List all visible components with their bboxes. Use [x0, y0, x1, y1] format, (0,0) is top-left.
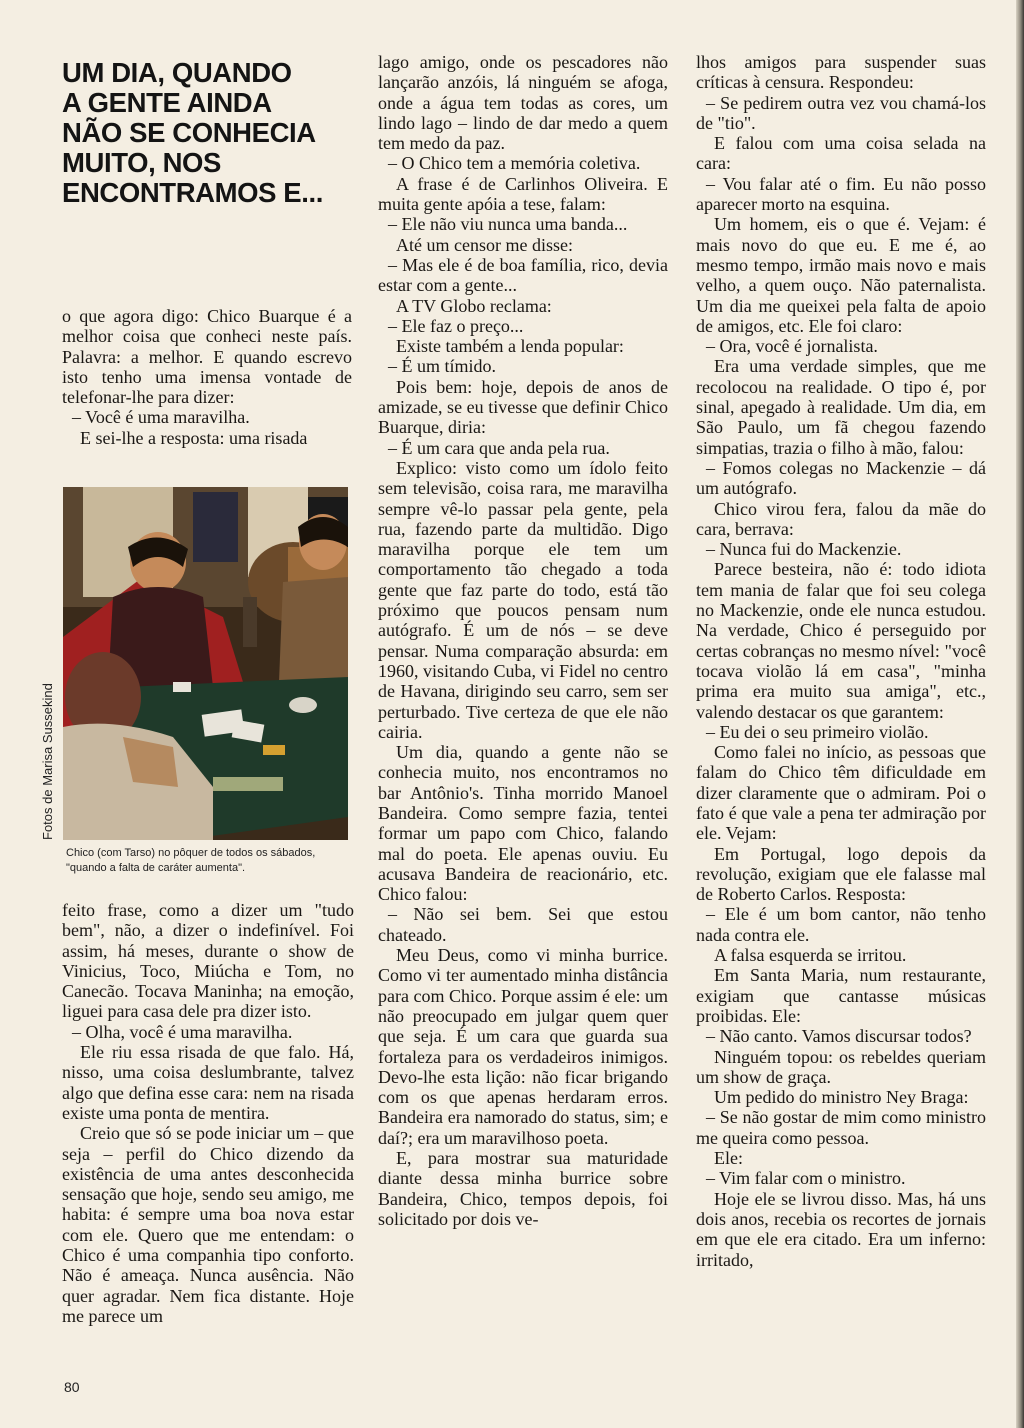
paragraph: Em Portugal, logo depois da revolução, exigiam que ele falasse mal de Roberto Carlos. Resposta: [696, 843, 986, 905]
paragraph: Hoje ele se livrou disso. Mas, há uns dois anos, recebia os recortes de jornais em que ele era citado. Era um inferno: irritado, [696, 1188, 986, 1270]
paragraph: Ninguém topou: os rebeldes queriam um show de graça. [696, 1046, 986, 1087]
paragraph: Um homem, eis o que é. Vejam: é mais novo do que eu. E me é, ao mesmo tempo, irmão mais novo e mais velho, a quem ouço. Não paternalista. Um dia me queixei pela falta de apoio de amigos, etc. Ele foi claro: [696, 214, 986, 336]
paragraph: Creio que só se pode iniciar um – que seja – perfil do Chico dizendo da existência de uma antes desconhecida sensação que hoje, sendo seu amigo, me habita: é sempre uma boa nova estar com ele. Quero que me entendam: o Chico é uma companhia tipo conforto. Não é ameaça. Nunca ausência. Não quer agradar. Nem fica distante. Hoje me parece um [62, 1123, 354, 1326]
paragraph: Um dia, quando a gente não se conhecia muito, nos encontramos no bar Antônio's. Tinha morrido Manoel Bandeira. Como sempre fazia, tentei formar um papo com Chico, falando mal do poeta. Ele apenas ouviu. Eu acusava Bandeira de reacionário, etc. Chico falou: [378, 742, 668, 905]
paragraph: Em Santa Maria, num restaurante, exigiam que cantasse músicas proibidas. Ele: [696, 965, 986, 1026]
paragraph: E falou com uma coisa selada na cara: [696, 133, 986, 174]
column-2 [378, 52, 668, 1229]
paragraph: – Mas ele é de boa família, rico, devia estar com a gente... [378, 254, 668, 296]
paragraph: E sei-lhe a resposta: uma risada [80, 427, 308, 448]
paragraph: A frase é de Carlinhos Oliveira. E muita gente apóia a tese, falam: [378, 173, 668, 215]
paragraph: A falsa esquerda se irritou. [714, 945, 907, 966]
paragraph: – Se não gostar de mim como ministro me queira como pessoa. [696, 1107, 986, 1148]
paragraph: Até um censor me disse: [396, 234, 573, 255]
page-edge [1016, 0, 1024, 1428]
paragraph: – Não sei bem. Sei que estou chateado. [378, 904, 668, 945]
paragraph: – Vou falar até o fim. Eu não posso aparecer morto na esquina. [696, 173, 986, 215]
poker-photo [63, 487, 348, 840]
poker-photo-illustration [63, 487, 348, 840]
paragraph: – Nunca fui do Mackenzie. [706, 539, 902, 560]
column-1-top [62, 306, 352, 448]
paragraph: Explico: visto como um ídolo feito sem televisão, coisa rara, me maravilha sempre vê-lo passar pela gente, pela rua, fazendo parte da multidão. Digo maravilha porque ele tem um comportamento tão chegado a toda gente que faz parte do todo, está tão próximo que poucos pensam num autógrafo. É um de nós – se deve pensar. Numa comparação absurda: em 1960, visitando Cuba, vi Fidel no centro de Havana, dirigindo seu carro, sem ser perturbado. Tive certeza de que ele não cairia. [378, 457, 668, 742]
page-number: 80 [64, 1379, 80, 1395]
paragraph: – É um tímido. [388, 356, 496, 377]
paragraph: Ele: [714, 1148, 743, 1169]
paragraph: – Você é uma maravilha. [72, 407, 250, 428]
headline: UM DIA, QUANDO A GENTE AINDA NÃO SE CONHECIA MUITO, NOS ENCONTRAMOS E... [62, 57, 323, 208]
paragraph: Parece besteira, não é: todo idiota tem mania de falar que foi seu colega no Mackenzie, onde ele nunca estudou. Na verdade, Chico é perseguido por certas cobranças no mesmo nível: "você tocava violão lá em casa", "minha prima era muito sua amiga", etc., valendo destacar os que garantem: [696, 559, 986, 722]
paragraph: Meu Deus, como vi minha burrice. Como vi ter aumentado minha distância para com Chico. Porque assim é ele: um não preocupado em julgar quem quer que seja. É um cara que guarda sua fortaleza para os verdadeiros inimigos. Devo-lhe esta lição: não ficar brigando com os que apenas herdaram erros. Bandeira era namorado do status, sim; e daí?; era um maravilhoso poeta. [378, 945, 668, 1148]
paragraph: – Ele faz o preço... [388, 315, 524, 336]
paragraph: E, para mostrar sua maturidade diante dessa minha burrice sobre Bandeira, Chico, tempos depois, foi solicitado por dois ve- [378, 1148, 668, 1229]
paragraph: – Ele é um bom cantor, não tenho nada contra ele. [696, 904, 986, 945]
paragraph: – Se pedirem outra vez vou chamá-los de "tio". [696, 92, 986, 133]
paragraph: – Ele não viu nunca uma banda... [388, 214, 628, 235]
paragraph: – O Chico tem a memória coletiva. [388, 153, 641, 174]
paragraph: – É um cara que anda pela rua. [388, 437, 610, 458]
paragraph: feito frase, como a dizer um "tudo bem", não, a dizer o indefinível. Foi assim, há meses, durante o show de Vinicius, Toco, Miúcha e Tom, no Canecão. Tocava Maninha; na emoção, liguei para casa dele pra dizer isto. [62, 900, 354, 1022]
paragraph: – Eu dei o seu primeiro violão. [706, 721, 929, 742]
paragraph: – Não canto. Vamos discursar todos? [706, 1026, 972, 1047]
paragraph: Chico virou fera, falou da mãe do cara, berrava: [696, 498, 986, 539]
paragraph: Ele riu essa risada de que falo. Há, nisso, uma coisa deslumbrante, talvez algo que defina esse cara: nem na risada existe uma ponta de mentira. [62, 1042, 354, 1123]
column-3 [696, 52, 986, 1270]
paragraph: o que agora digo: Chico Buarque é a melhor coisa que conheci neste país. Palavra: a melhor. E quando escrevo isto tenho uma imensa vontade de telefonar-lhe para dizer: [62, 306, 352, 408]
paragraph: Um pedido do ministro Ney Braga: [714, 1087, 969, 1108]
paragraph: Era uma verdade simples, que me recolocou na realidade. O tipo é, por sinal, apegado à realidade. Um dia, em São Paulo, um fã chegou fazendo simpatias, trazia o filho à mão, falou: [696, 356, 986, 458]
paragraph: Como falei no início, as pessoas que falam do Chico têm dificuldade em dizer claramente que o admiram. Poi o fato é que vale a pena ter admiração por ele. Vejam: [696, 742, 986, 844]
paragraph: lago amigo, onde os pescadores não lançarão anzóis, lá ninguém se afoga, onde a água tem todas as cores, um lindo lago – lindo de dar medo a quem tem medo da paz. [378, 52, 668, 154]
paragraph: lhos amigos para suspender suas críticas à censura. Respondeu: [696, 52, 986, 93]
paragraph: Pois bem: hoje, depois de anos de amizade, se eu tivesse que definir Chico Buarque, diria: [378, 376, 668, 438]
photo-caption: Chico (com Tarso) no pôquer de todos os sábados, "quando a falta de caráter aumenta". [66, 847, 316, 874]
paragraph: – Olha, você é uma maravilha. [72, 1021, 293, 1042]
paragraph: – Vim falar com o ministro. [706, 1168, 906, 1189]
paragraph: – Fomos colegas no Mackenzie – dá um autógrafo. [696, 457, 986, 499]
paragraph: A TV Globo reclama: [396, 295, 552, 316]
paragraph: Existe também a lenda popular: [396, 336, 624, 357]
paragraph: – Ora, você é jornalista. [706, 336, 878, 357]
photo-credit: Fotos de Marisa Sussekind [40, 683, 55, 840]
column-1-bottom [62, 900, 354, 1326]
